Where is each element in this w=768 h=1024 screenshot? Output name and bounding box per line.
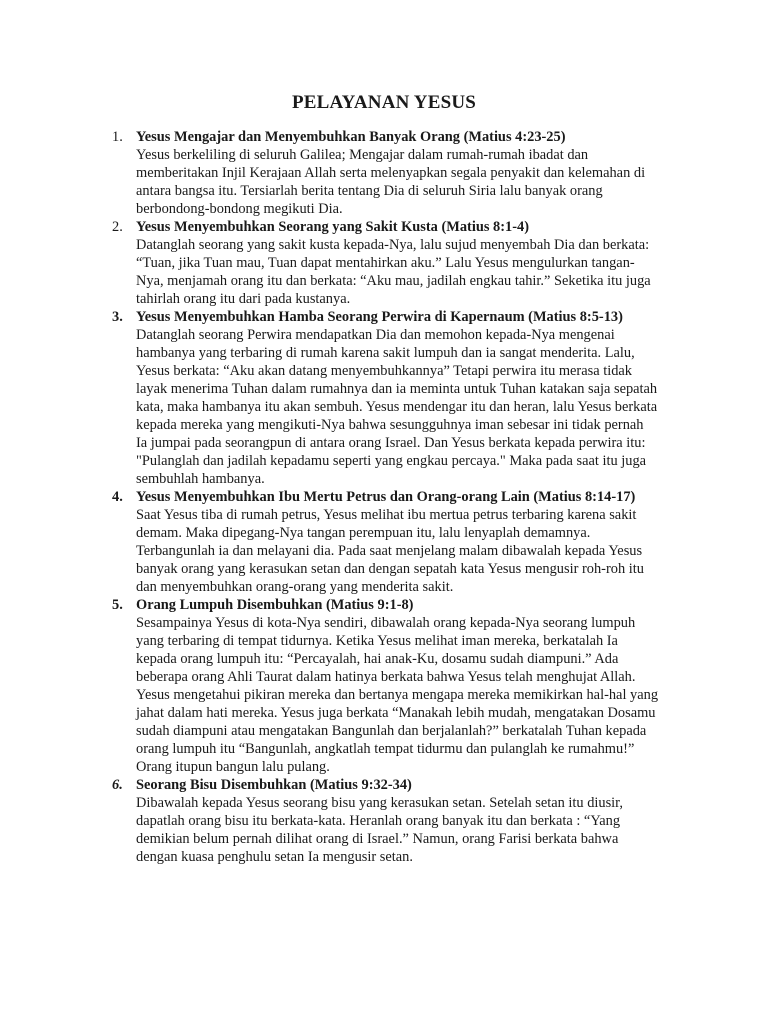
item-number: 6. — [112, 777, 123, 793]
list-item — [0, 776, 768, 866]
item-number: 3. — [112, 309, 123, 325]
item-heading: Yesus Menyembuhkan Seorang yang Sakit Kusta (Matius 8:1-4) — [136, 219, 529, 235]
list-item — [0, 218, 768, 308]
item-heading: Yesus Menyembuhkan Hamba Seorang Perwira di Kapernaum (Matius 8:5-13) — [136, 309, 623, 325]
item-body: Datanglah seorang Perwira mendapatkan Dia dan memohon kepada-Nya mengenai hambanya yang terbaring di rumah karena sakit lumpuh dan ia sangat menderita. Lalu, Yesus berkata: “Aku akan datang menyembuhkannya” Tetapi perwira itu merasa tidak layak menerima Tuhan dalam rumahnya dan ia meminta untuk Tuhan katakan saja sepatah kata, maka hambanya itu akan sembuh. Yesus mendengar itu dan heran, lalu Yesus berkata kepada mereka yang mengikuti-Nya bahwa sesungguhnya iman sebesar ini tidak pernah Ia jumpai pada seorangpun di antara orang Israel. Dan Yesus berkata kepada perwira itu: "Pulanglah dan jadilah kepadamu seperti yang engkau percaya." Maka pada saat itu juga sembuhlah hambanya. — [136, 327, 658, 487]
item-body: Dibawalah kepada Yesus seorang bisu yang kerasukan setan. Setelah setan itu diusir, dapatlah orang bisu itu berkata-kata. Heranlah orang banyak itu dan berkata : “Yang demikian belum pernah dilihat orang di Israel.” Namun, orang Farisi berkata bahwa dengan kuasa penghulu setan Ia mengusir setan. — [136, 795, 623, 865]
list-item — [0, 308, 768, 488]
list-item — [0, 128, 768, 218]
item-body: Yesus berkeliling di seluruh Galilea; Mengajar dalam rumah-rumah ibadat dan memberitakan Injil Kerajaan Allah serta melenyapkan segala penyakit dan kelemahan di antara bangsa itu. Tersiarlah berita tentang Dia di seluruh Siria lalu banyak orang berbondong-bondong megikuti Dia. — [136, 147, 646, 217]
list-item — [0, 488, 768, 596]
item-number: 1. — [112, 129, 123, 145]
item-body: Saat Yesus tiba di rumah petrus, Yesus melihat ibu mertua petrus terbaring karena sakit demam. Maka dipegang-Nya tangan perempuan itu, lalu lenyaplah demamnya. Terbangunlah ia dan melayani dia. Pada saat menjelang malam dibawalah kepada Yesus banyak orang yang kerasukan setan dan dengan sepatah kata Yesus mengusir roh-roh itu dan menyembuhkan orang-orang yang menderita sakit. — [136, 507, 644, 595]
item-heading: Yesus Menyembuhkan Ibu Mertu Petrus dan Orang-orang Lain (Matius 8:14-17) — [136, 489, 636, 505]
item-number: 5. — [112, 597, 123, 613]
numbered-list — [0, 128, 768, 866]
item-body: Datanglah seorang yang sakit kusta kepada-Nya, lalu sujud menyembah Dia dan berkata: “Tuan, jika Tuan mau, Tuan dapat mentahirkan aku.” Lalu Yesus mengulurkan tangan-Nya, menjamah orang itu dan berkata: “Aku mau, jadilah engkau tahir.” Seketika itu juga tahirlah orang itu dari pada kustanya. — [136, 237, 651, 307]
item-number: 4. — [112, 489, 123, 505]
item-body: Sesampainya Yesus di kota-Nya sendiri, dibawalah orang kepada-Nya seorang lumpuh yang terbaring di tempat tidurnya. Ketika Yesus melihat iman mereka, berkatalah Ia kepada orang lumpuh itu: “Percayalah, hai anak-Ku, dosamu sudah diampuni.” Ada beberapa orang Ahli Taurat dalam hatinya berkata bahwa Yesus telah menghujat Allah. Yesus mengetahui pikiran mereka dan bertanya mengapa mereka memikirkan hal-hal yang jahat dalam hati mereka. Yesus juga berkata “Manakah lebih mudah, mengatakan Dosamu sudah diampuni atau mengatakan Bangunlah dan berjalanlah?” berkatalah Tuhan kepada orang lumpuh itu “Bangunlah, angkatlah tempat tidurmu dan pulanglah ke rumahmu!” Orang itupun bangun lalu pulang. — [136, 615, 659, 775]
page-title: PELAYANAN YESUS — [291, 92, 477, 113]
list-item — [0, 596, 768, 776]
item-heading: Yesus Mengajar dan Menyembuhkan Banyak Orang (Matius 4:23-25) — [136, 129, 566, 145]
item-heading: Orang Lumpuh Disembuhkan (Matius 9:1-8) — [136, 597, 414, 613]
item-number: 2. — [112, 219, 123, 235]
item-heading: Seorang Bisu Disembuhkan (Matius 9:32-34) — [136, 777, 412, 793]
